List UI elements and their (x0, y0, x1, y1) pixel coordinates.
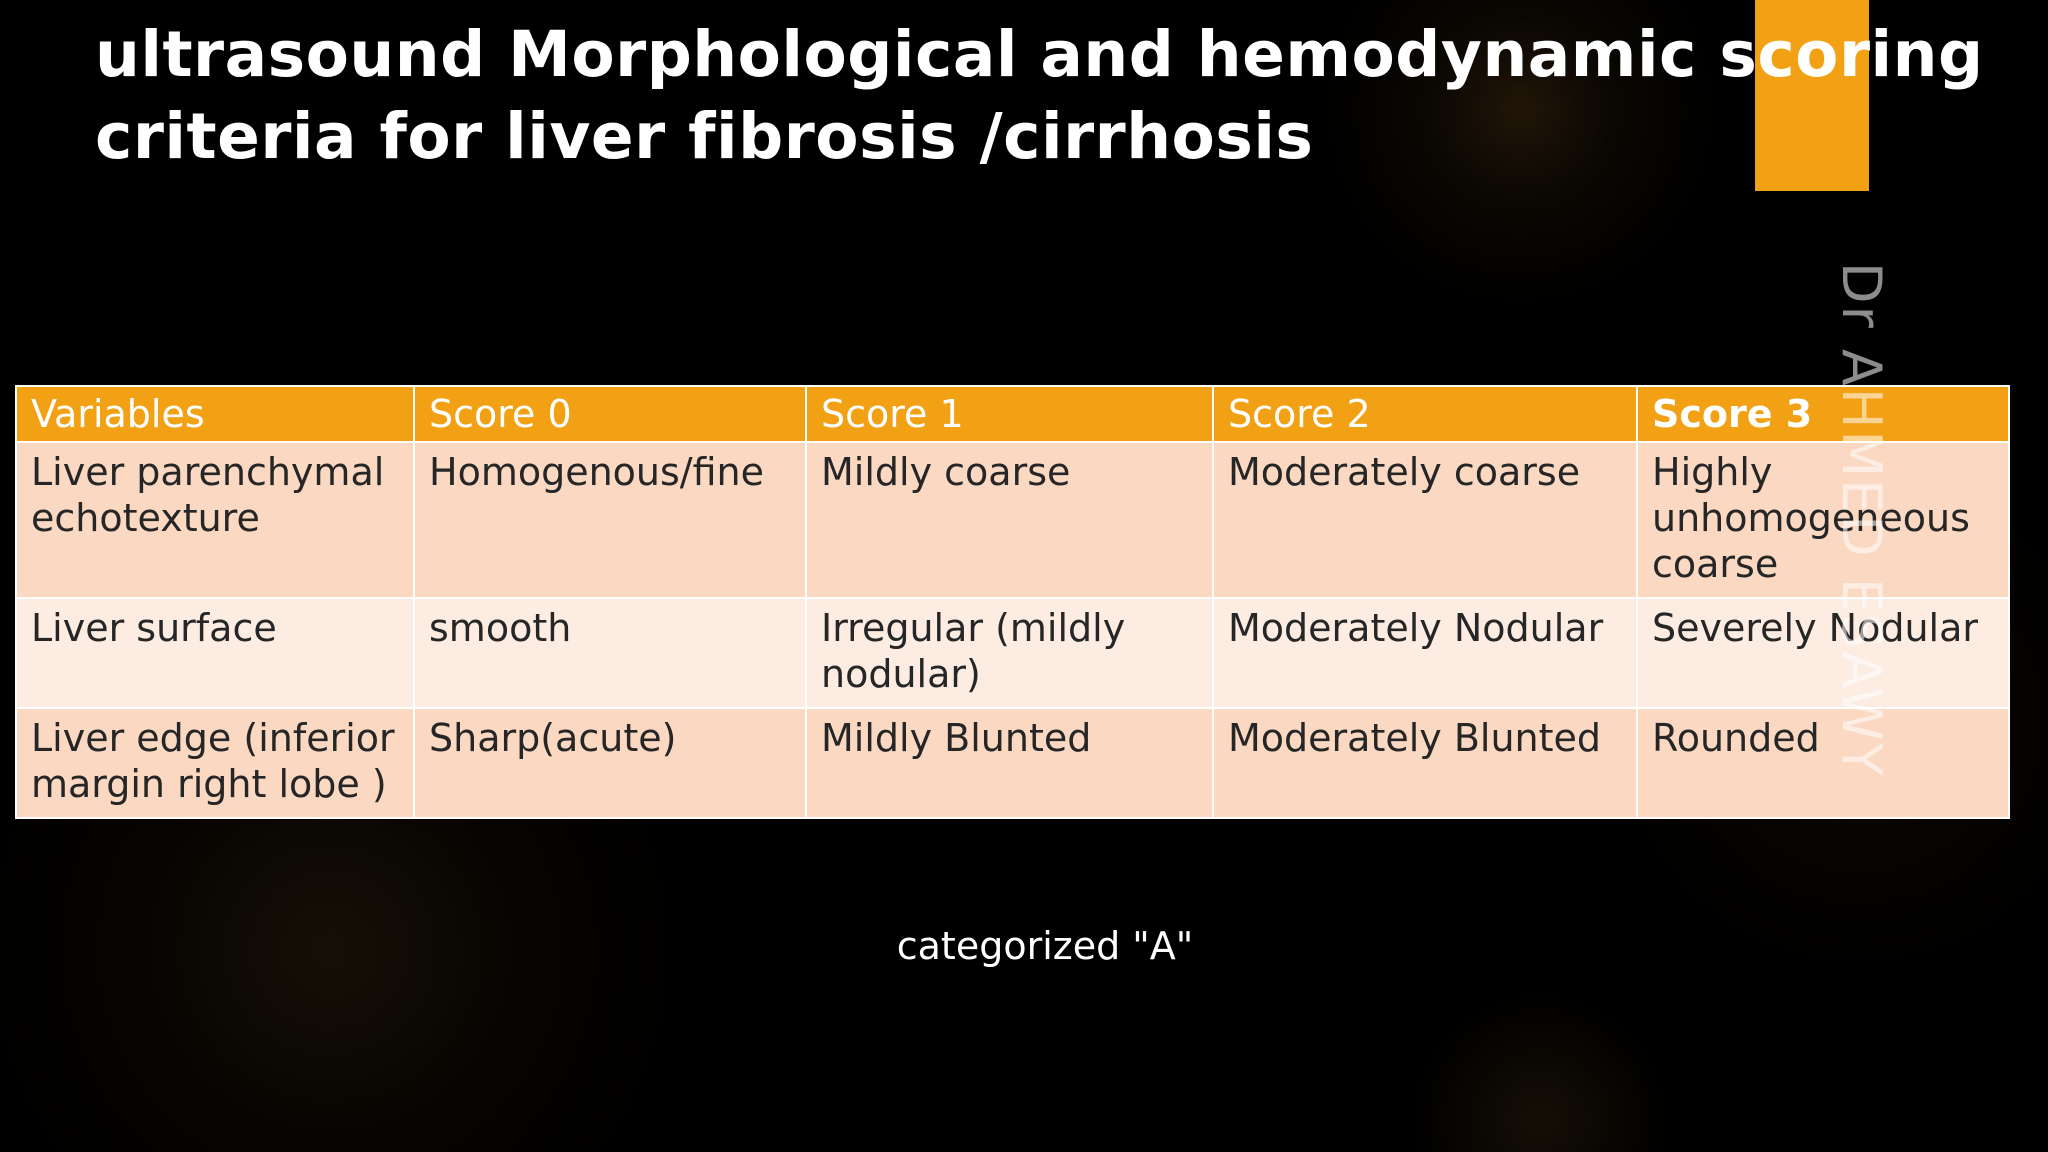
title-line-1: ultrasound Morphological and hemodynamic scoring (95, 18, 1984, 91)
table-cell: Severely Nodular (1637, 598, 2009, 708)
header-score-1: Score 1 (806, 386, 1213, 442)
table-cell: Homogenous/fine (414, 442, 806, 598)
header-score-0: Score 0 (414, 386, 806, 442)
table-cell: Liver parenchymal echotexture (16, 442, 414, 598)
table-row (16, 708, 2009, 818)
table-cell: Rounded (1637, 708, 2009, 818)
header-score-2: Score 2 (1213, 386, 1637, 442)
scoring-table (15, 385, 2010, 819)
table-header-row (16, 386, 2009, 442)
table-cell: Highly unhomogeneous coarse (1637, 442, 2009, 598)
slide-title (95, 14, 1984, 178)
watermark-text: Dr AHMED ESAWY (1830, 262, 1893, 778)
table-cell: Moderately Nodular (1213, 598, 1637, 708)
table-row (16, 442, 2009, 598)
table-cell: smooth (414, 598, 806, 708)
slide-caption: categorized "A" (896, 924, 1194, 968)
table-cell: Sharp(acute) (414, 708, 806, 818)
table-cell: Liver surface (16, 598, 414, 708)
table-row (16, 598, 2009, 708)
header-variables: Variables (16, 386, 414, 442)
title-line-2: criteria for liver fibrosis /cirrhosis (95, 100, 1314, 173)
author-watermark (1830, 262, 1905, 902)
table-cell: Moderately Blunted (1213, 708, 1637, 818)
scoring-table-container (15, 385, 2008, 819)
table-cell: Liver edge (inferior margin right lobe ) (16, 708, 414, 818)
table-cell: Mildly Blunted (806, 708, 1213, 818)
table-cell: Mildly coarse (806, 442, 1213, 598)
header-score-3: Score 3 (1637, 386, 2009, 442)
table-cell: Irregular (mildly nodular) (806, 598, 1213, 708)
table-cell: Moderately coarse (1213, 442, 1637, 598)
